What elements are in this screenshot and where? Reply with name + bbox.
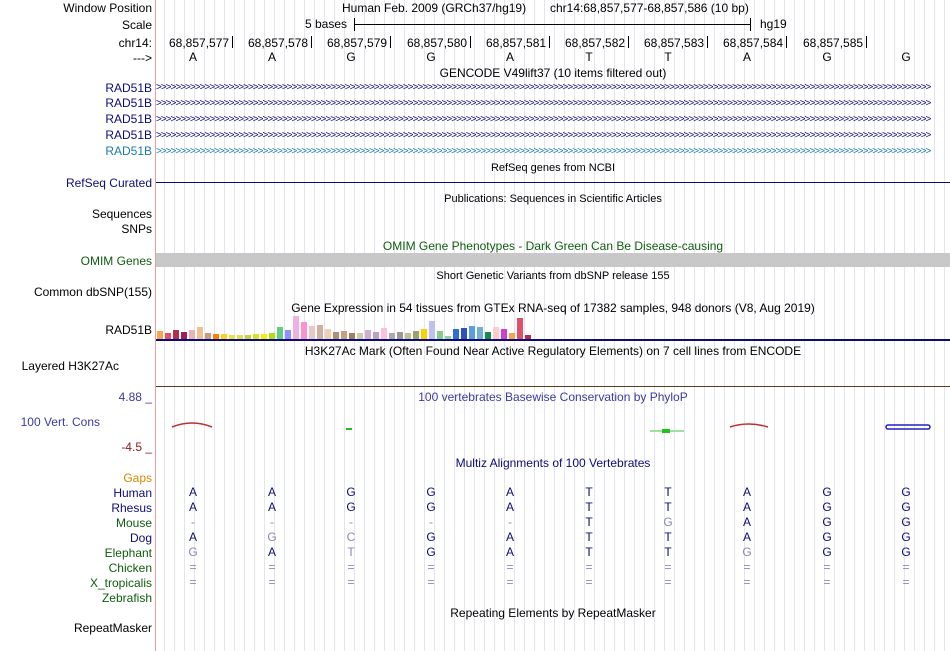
alignment-base: = [823, 575, 831, 589]
alignment-base: A [188, 530, 197, 544]
h3k27ac-baseline [156, 386, 950, 387]
gtex-tissue-bar[interactable] [397, 332, 403, 339]
gtex-tissue-bar[interactable] [461, 328, 467, 339]
alignment-base: A [742, 485, 751, 499]
gtex-tissue-bar[interactable] [477, 327, 483, 339]
track-data-area[interactable] [156, 0, 950, 651]
alignment-base: = [902, 560, 910, 574]
alignment-base: G [346, 485, 356, 499]
gtex-tissue-bar[interactable] [317, 325, 323, 339]
alignment-base: T [664, 500, 672, 514]
gtex-tissue-bar[interactable] [333, 332, 339, 339]
coordinate-tick [786, 36, 787, 48]
species-human[interactable]: Human [113, 486, 152, 500]
gtex-tissue-bar[interactable] [157, 331, 163, 339]
species-mouse[interactable]: Mouse [115, 516, 152, 530]
alignment-row[interactable] [156, 500, 950, 514]
base-letter: G [822, 50, 832, 64]
alignment-base: A [505, 485, 514, 499]
alignment-row[interactable] [156, 575, 950, 589]
gencode-item-3[interactable]: RAD51B [105, 112, 152, 126]
alignment-base: A [742, 500, 751, 514]
coordinate-tick-label: 68,857,579 [327, 36, 388, 50]
gtex-tissue-bar[interactable] [413, 331, 419, 339]
gencode-feature-3[interactable]: >>>>>>>>>>>>>>>>>>>>>>>>>>>>>>>>>>>>>>>>>>>>>>>>>>>>>>>>>>>>>>>>>>>>>>>>>>>>>>>>>>>>>>>>>>>>>>>>>>>>>>>>>>>>>>>>>>>>>>>>>>>>>>>>>>>>>>>>>>>>>>>>>>>>>>>>>>>>>>>> [156, 115, 931, 124]
alignment-base: - [349, 515, 353, 529]
alignment-row[interactable] [156, 590, 950, 604]
alignment-base: = [664, 575, 672, 589]
gencode-item-4[interactable]: RAD51B [105, 128, 152, 142]
alignment-base: = [268, 560, 276, 574]
gtex-tissue-bar[interactable] [453, 329, 459, 339]
gtex-label[interactable]: RAD51B [105, 323, 152, 337]
strand-label: ---> [133, 51, 152, 65]
alignment-row[interactable] [156, 530, 950, 544]
alignment-base: = [347, 560, 355, 574]
coordinate-tick-label: 68,857,580 [407, 36, 468, 50]
gtex-baseline [156, 339, 950, 341]
gtex-tissue-bar[interactable] [293, 316, 299, 339]
multiz-track-title[interactable]: Multiz Alignments of 100 Vertebrates [455, 456, 651, 470]
alignment-row[interactable] [156, 515, 950, 529]
repeatmasker-track-title[interactable]: Repeating Elements by RepeatMasker [450, 606, 656, 620]
chrom-label: chr14: [118, 36, 152, 50]
refseq-label[interactable]: RefSeq Curated [65, 176, 152, 190]
alignment-base: T [664, 530, 672, 544]
alignment-base: = [506, 560, 514, 574]
gtex-tissue-bar[interactable] [429, 321, 435, 339]
gtex-tissue-bar[interactable] [493, 327, 499, 339]
gencode-track-title[interactable]: GENCODE V49lift37 (10 items filtered out) [439, 66, 667, 80]
alignment-base: = [189, 575, 197, 589]
alignment-base: G [901, 530, 911, 544]
coordinate-tick-label: 68,857,583 [644, 36, 705, 50]
alignment-base: G [901, 515, 911, 529]
alignment-base: A [742, 530, 751, 544]
gencode-feature-2[interactable]: >>>>>>>>>>>>>>>>>>>>>>>>>>>>>>>>>>>>>>>>>>>>>>>>>>>>>>>>>>>>>>>>>>>>>>>>>>>>>>>>>>>>>>>>>>>>>>>>>>>>>>>>>>>>>>>>>>>>>>>>>>>>>>>>>>>>>>>>>>>>>>>>>>>>>>>>>>>>>>>> [156, 99, 931, 108]
omim-track-title[interactable]: OMIM Gene Phenotypes - Dark Green Can Be Disease-causing [382, 239, 724, 253]
alignment-base: A [267, 500, 276, 514]
phylop-graph[interactable] [156, 418, 950, 434]
coordinate-ruler[interactable] [156, 36, 950, 50]
alignment-base: T [664, 545, 672, 559]
alignment-base: G [901, 485, 911, 499]
alignment-base: G [663, 515, 673, 529]
scale-text: 5 bases [305, 17, 348, 31]
alignment-base: - [270, 515, 274, 529]
h3k27ac-label[interactable]: Layered H3K27Ac [21, 359, 119, 373]
coordinate-tick [549, 36, 550, 48]
gtex-expression-bars[interactable] [156, 316, 950, 339]
alignment-base: G [426, 485, 436, 499]
alignment-base: G [822, 500, 832, 514]
position-title: chr14:68,857,577-68,857,586 (10 bp) [550, 1, 749, 15]
gtex-tissue-bar[interactable] [517, 318, 523, 339]
dbsnp-label[interactable]: Common dbSNP(155) [33, 285, 152, 299]
coordinate-tick-label: 68,857,584 [723, 36, 784, 50]
window-position-label: Window Position [63, 1, 152, 15]
base-letter: T [664, 50, 672, 64]
alignment-base: A [267, 485, 276, 499]
alignment-base: T [585, 530, 593, 544]
gtex-tissue-bar[interactable] [325, 329, 331, 339]
coordinate-tick [390, 36, 391, 48]
phylop-mark-1 [346, 428, 352, 430]
scale-label: Scale [121, 18, 152, 32]
phylop-max-label: 4.88 _ [118, 390, 152, 404]
gaps-label[interactable]: Gaps [123, 471, 152, 485]
alignment-base: C [346, 530, 356, 544]
species-xtropicalis[interactable]: X_tropicalis [89, 576, 152, 590]
species-elephant[interactable]: Elephant [104, 546, 152, 560]
gtex-tissue-bar[interactable] [365, 330, 371, 339]
gtex-tissue-bar[interactable] [173, 330, 179, 339]
alignment-row[interactable] [156, 560, 950, 574]
gtex-tissue-bar[interactable] [501, 329, 507, 339]
gtex-tissue-bar[interactable] [381, 328, 387, 339]
alignment-base: = [268, 575, 276, 589]
phylop-min-label: -4.5 _ [121, 440, 152, 454]
alignment-base: = [427, 560, 435, 574]
scale-bar [354, 24, 750, 25]
coordinate-tick [866, 36, 867, 48]
gtex-track-title[interactable]: Gene Expression in 54 tissues from GTEx RNA-seq of 17382 samples, 948 donors (V8, Aug 2019) [291, 301, 815, 315]
base-letter: T [585, 50, 593, 64]
alignment-base: - [429, 515, 433, 529]
gtex-tissue-bar[interactable] [301, 322, 307, 339]
scale-db: hg19 [760, 17, 787, 31]
alignment-base: = [743, 560, 751, 574]
coordinate-tick-label: 68,857,577 [169, 36, 230, 50]
alignment-base: G [901, 500, 911, 514]
alignment-base: A [505, 500, 514, 514]
gtex-tissue-bar[interactable] [189, 330, 195, 339]
gtex-tissue-bar[interactable] [421, 329, 427, 339]
dbsnp-track-title[interactable]: Short Genetic Variants from dbSNP release 155 [436, 270, 670, 282]
alignment-base: T [585, 485, 593, 499]
gencode-item-5[interactable]: RAD51B [105, 144, 152, 158]
phylop-mark-4 [886, 425, 930, 429]
gencode-feature-1[interactable]: >>>>>>>>>>>>>>>>>>>>>>>>>>>>>>>>>>>>>>>>>>>>>>>>>>>>>>>>>>>>>>>>>>>>>>>>>>>>>>>>>>>>>>>>>>>>>>>>>>>>>>>>>>>>>>>>>>>>>>>>>>>>>>>>>>>>>>>>>>>>>>>>>>>>>>>>>>>>>>>> [156, 83, 931, 92]
coordinate-tick [311, 36, 312, 48]
alignment-base: = [347, 575, 355, 589]
alignment-base: = [506, 575, 514, 589]
h3k27ac-track-title[interactable]: H3K27Ac Mark (Often Found Near Active Regulatory Elements) on 7 cell lines from ENCODE [304, 344, 802, 358]
alignment-base: A [267, 545, 276, 559]
alignment-base: G [822, 515, 832, 529]
species-zebrafish[interactable]: Zebrafish [101, 591, 152, 605]
coordinate-tick-label: 68,857,582 [565, 36, 626, 50]
base-letter: G [901, 50, 911, 64]
coordinate-tick [470, 36, 471, 48]
base-letter: G [346, 50, 356, 64]
alignment-base: G [822, 545, 832, 559]
alignment-base: = [743, 575, 751, 589]
alignment-base: T [585, 545, 593, 559]
assembly-title: Human Feb. 2009 (GRCh37/hg19) [342, 1, 527, 15]
gencode-feature-4[interactable]: >>>>>>>>>>>>>>>>>>>>>>>>>>>>>>>>>>>>>>>>>>>>>>>>>>>>>>>>>>>>>>>>>>>>>>>>>>>>>>>>>>>>>>>>>>>>>>>>>>>>>>>>>>>>>>>>>>>>>>>>>>>>>>>>>>>>>>>>>>>>>>>>>>>>>>>>>>>>>>>> [156, 131, 931, 140]
gtex-tissue-bar[interactable] [197, 327, 203, 339]
alignment-row[interactable] [156, 485, 950, 499]
gtex-tissue-bar[interactable] [277, 327, 283, 339]
alignment-base: A [188, 485, 197, 499]
publications-track-title[interactable]: Publications: Sequences in Scientific Articles [444, 193, 662, 205]
gtex-tissue-bar[interactable] [309, 326, 315, 339]
track-label-column [0, 0, 155, 651]
gtex-tissue-bar[interactable] [181, 332, 187, 339]
alignment-base: G [426, 530, 436, 544]
alignment-base: = [427, 575, 435, 589]
alignment-row[interactable] [156, 545, 950, 559]
species-dog[interactable]: Dog [129, 531, 152, 545]
alignment-base: G [822, 485, 832, 499]
gencode-item-1[interactable]: RAD51B [105, 81, 152, 95]
gtex-tissue-bar[interactable] [437, 331, 443, 339]
alignment-base: = [823, 560, 831, 574]
alignment-base: G [267, 530, 277, 544]
alignment-base: - [508, 515, 512, 529]
refseq-track-title[interactable]: RefSeq genes from NCBI [490, 162, 616, 174]
coordinate-tick-label: 68,857,578 [248, 36, 309, 50]
snps-label[interactable]: SNPs [121, 222, 152, 236]
base-letter: A [188, 50, 197, 64]
gtex-tissue-bar[interactable] [469, 326, 475, 339]
alignment-base: = [902, 575, 910, 589]
alignment-base: G [346, 500, 356, 514]
alignment-base: T [347, 545, 355, 559]
coordinate-tick [707, 36, 708, 48]
sequences-label[interactable]: Sequences [91, 207, 152, 221]
gencode-item-2[interactable]: RAD51B [105, 96, 152, 110]
alignment-base: T [585, 515, 593, 529]
phylop-peak-1 [172, 423, 212, 427]
alignment-base: G [426, 545, 436, 559]
base-sequence [156, 50, 950, 64]
alignment-base: A [742, 515, 751, 529]
gtex-tissue-bar[interactable] [373, 332, 379, 339]
phylop-track-title[interactable]: 100 vertebrates Basewise Conservation by PhyloP [418, 390, 688, 404]
base-letter: A [267, 50, 276, 64]
repeatmasker-label[interactable]: RepeatMasker [73, 621, 152, 635]
alignment-base: = [585, 575, 593, 589]
base-letter: G [426, 50, 436, 64]
gtex-tissue-bar[interactable] [285, 330, 291, 339]
alignment-base: A [188, 500, 197, 514]
phylop-mark-3 [662, 429, 670, 433]
alignment-base: = [585, 560, 593, 574]
alignment-base: G [822, 530, 832, 544]
alignment-base: A [505, 545, 514, 559]
gtex-tissue-bar[interactable] [341, 331, 347, 339]
coordinate-tick [232, 36, 233, 48]
coordinate-tick-label: 68,857,581 [486, 36, 547, 50]
base-letter: A [742, 50, 751, 64]
base-letter: A [505, 50, 514, 64]
coordinate-tick-label: 68,857,585 [803, 36, 864, 50]
refseq-feature-line[interactable] [156, 182, 950, 183]
alignment-base: G [901, 545, 911, 559]
alignment-base: A [505, 530, 514, 544]
species-chicken[interactable]: Chicken [108, 561, 152, 575]
gencode-feature-5[interactable]: >>>>>>>>>>>>>>>>>>>>>>>>>>>>>>>>>>>>>>>>>>>>>>>>>>>>>>>>>>>>>>>>>>>>>>>>>>>>>>>>>>>>>>>>>>>>>>>>>>>>>>>>>>>>>>>>>>>>>>>>>>>>>>>>>>>>>>>>>>>>>>>>>>>>>>>>>>>>>>>> [156, 147, 931, 156]
phylop-peak-2 [730, 424, 768, 427]
gtex-tissue-bar[interactable] [485, 332, 491, 339]
alignment-base: = [189, 560, 197, 574]
alignment-base: - [191, 515, 195, 529]
species-rhesus[interactable]: Rhesus [111, 501, 152, 515]
alignment-base: T [585, 500, 593, 514]
coordinate-tick [628, 36, 629, 48]
phylop-label[interactable]: 100 Vert. Cons [20, 415, 100, 429]
scale-bar-right-tick [750, 18, 751, 31]
alignment-base: G [742, 545, 752, 559]
omim-feature-bar[interactable] [156, 253, 950, 267]
alignment-base: G [426, 500, 436, 514]
omim-label[interactable]: OMIM Genes [80, 254, 152, 268]
alignment-base: = [664, 560, 672, 574]
alignment-base: G [188, 545, 198, 559]
alignment-base: T [664, 485, 672, 499]
